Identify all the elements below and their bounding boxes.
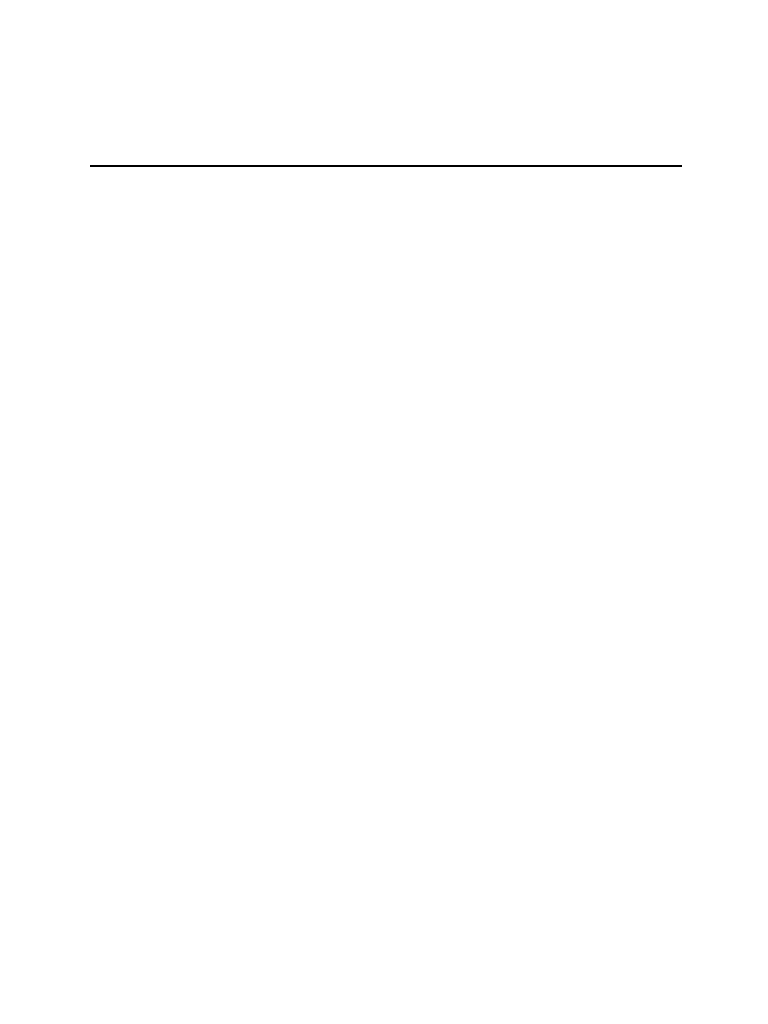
pronunciation-table: [90, 165, 682, 167]
